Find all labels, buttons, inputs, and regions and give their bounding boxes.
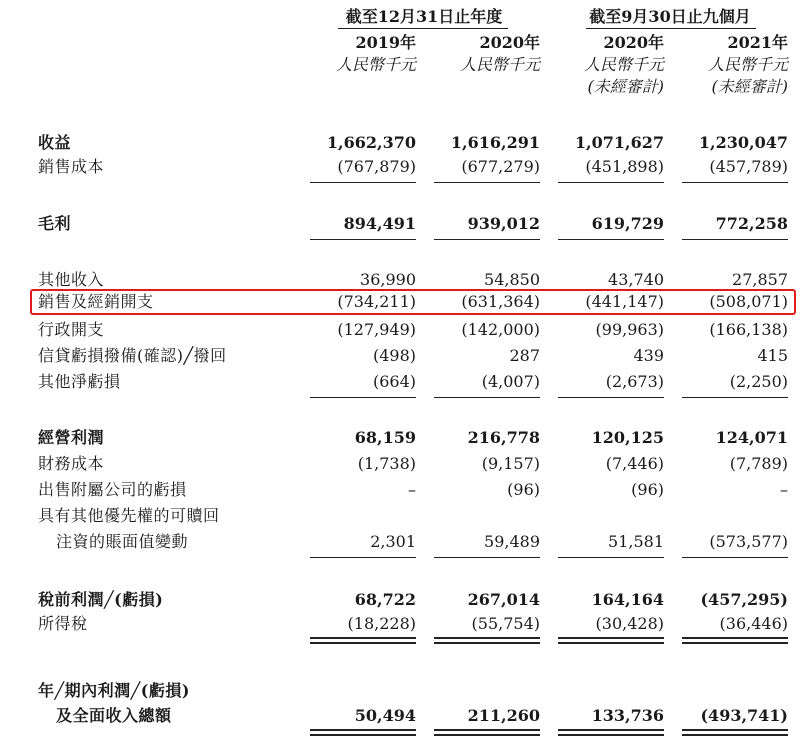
- table-row-profit-before-tax: [0, 588, 810, 612]
- row-value: 120,125: [591, 428, 664, 447]
- row-value: 50,494: [354, 706, 416, 725]
- row-value: (9,157): [481, 454, 540, 473]
- row-value: 51,581: [608, 532, 664, 551]
- row-value: (7,446): [605, 454, 664, 473]
- double-rule: [310, 637, 416, 644]
- row-value: (457,789): [709, 157, 788, 176]
- header-group-fiscal-year-label: 截至12月31日止年度: [345, 7, 503, 26]
- row-label: 信貸虧損撥備(確認)╱撥回: [38, 346, 227, 365]
- row-value: 619,729: [591, 214, 664, 233]
- row-value: 415: [757, 346, 788, 365]
- subtotal-rule: [434, 557, 540, 558]
- table-row-finance-costs: [0, 452, 810, 476]
- subtotal-rule: [310, 397, 416, 398]
- subtotal-rule: [558, 182, 664, 183]
- row-value: (166,138): [709, 320, 788, 339]
- row-value: 43,740: [608, 270, 664, 289]
- row-value: 36,990: [360, 270, 416, 289]
- row-label: 所得稅: [38, 614, 88, 633]
- row-value: (30,428): [595, 614, 664, 633]
- subtotal-rule: [310, 182, 416, 183]
- row-value: (451,898): [585, 157, 664, 176]
- subtotal-rule: [310, 239, 416, 240]
- row-value: (493,741): [700, 706, 788, 725]
- highlight-box: [30, 289, 796, 315]
- table-row-redeemable-label: [0, 504, 810, 528]
- row-value: 59,489: [484, 532, 540, 551]
- row-label: 及全面收入總額: [56, 706, 172, 725]
- row-value: 124,071: [715, 428, 788, 447]
- table-row-revenue: [0, 131, 810, 155]
- row-value: (36,446): [719, 614, 788, 633]
- table-row-redeemable-change: [0, 530, 810, 554]
- row-value: 1,071,627: [574, 133, 664, 152]
- table-row-other-net-loss: [0, 370, 810, 394]
- row-value: 772,258: [715, 214, 788, 233]
- row-value: 54,850: [484, 270, 540, 289]
- column-audit-note: (未經審計): [587, 77, 664, 96]
- row-value: (96): [507, 480, 540, 499]
- subtotal-rule: [558, 397, 664, 398]
- row-value: (18,228): [347, 614, 416, 633]
- column-year: 2020年: [603, 33, 664, 52]
- row-label: 稅前利潤╱(虧損): [38, 590, 164, 609]
- row-value: (96): [631, 480, 664, 499]
- row-value: (734,211): [337, 292, 416, 311]
- row-value: (1,738): [357, 454, 416, 473]
- row-label: 注資的賬面值變動: [56, 532, 189, 551]
- subtotal-rule: [682, 239, 788, 240]
- row-label: 其他淨虧損: [38, 372, 121, 391]
- table-row-income-tax: [0, 612, 810, 636]
- table-row-operating-profit: [0, 426, 810, 450]
- column-currency: 人民幣千元: [335, 55, 416, 74]
- row-label: 財務成本: [38, 454, 105, 473]
- row-value: (767,879): [337, 157, 416, 176]
- table-row-disposal-loss: [0, 478, 810, 502]
- double-rule: [558, 637, 664, 644]
- double-rule: [434, 637, 540, 644]
- row-value: (677,279): [461, 157, 540, 176]
- subtotal-rule: [682, 557, 788, 558]
- row-label: 銷售成本: [38, 157, 105, 176]
- row-value: (127,949): [337, 320, 416, 339]
- row-value: 1,662,370: [326, 133, 416, 152]
- column-header: [428, 32, 540, 76]
- row-value: 216,778: [467, 428, 540, 447]
- column-header: [676, 32, 788, 98]
- row-label: 具有其他優先權的可贖回: [38, 506, 220, 525]
- column-audit-note: (未經審計): [711, 77, 788, 96]
- column-header: [552, 32, 664, 98]
- subtotal-rule: [558, 239, 664, 240]
- row-value: 894,491: [343, 214, 416, 233]
- column-year: 2020年: [479, 33, 540, 52]
- row-label: 銷售及經銷開支: [38, 292, 154, 311]
- row-value: 211,260: [467, 706, 540, 725]
- subtotal-rule: [434, 182, 540, 183]
- row-value: (7,789): [729, 454, 788, 473]
- row-value: (2,250): [729, 372, 788, 391]
- row-value: (55,754): [471, 614, 540, 633]
- row-label: 經營利潤: [38, 428, 105, 447]
- double-rule: [310, 729, 416, 736]
- column-currency: 人民幣千元: [583, 55, 664, 74]
- header-group-nine-months: [578, 4, 762, 27]
- row-value: (664): [372, 372, 416, 391]
- table-row-total-comprehensive-income: [0, 704, 810, 728]
- column-currency: 人民幣千元: [707, 55, 788, 74]
- row-value: 133,736: [591, 706, 664, 725]
- header-group-fiscal-year: [338, 4, 510, 27]
- row-value: 287: [509, 346, 540, 365]
- table-row-period-profit-label: [0, 679, 810, 703]
- column-header: [304, 32, 416, 76]
- row-value: (441,147): [585, 292, 664, 311]
- subtotal-rule: [434, 239, 540, 240]
- header-group-nine-months-label: 截至9月30日止九個月: [589, 7, 751, 26]
- row-value: (99,963): [595, 320, 664, 339]
- header-group-underline: [338, 28, 508, 29]
- row-value: 267,014: [467, 590, 540, 609]
- row-value: 1,616,291: [450, 133, 540, 152]
- row-label: 行政開支: [38, 320, 105, 339]
- table-row-gross-profit: [0, 212, 810, 236]
- row-label: 出售附屬公司的虧損: [38, 480, 187, 499]
- subtotal-rule: [310, 557, 416, 558]
- double-rule: [434, 729, 540, 736]
- row-value: 1,230,047: [698, 133, 788, 152]
- row-value: –: [408, 480, 416, 499]
- row-value: (142,000): [461, 320, 540, 339]
- subtotal-rule: [434, 397, 540, 398]
- row-value: 2,301: [370, 532, 416, 551]
- row-value: (457,295): [700, 590, 788, 609]
- header-group-underline: [586, 28, 756, 29]
- double-rule: [682, 729, 788, 736]
- double-rule: [682, 637, 788, 644]
- column-currency: 人民幣千元: [459, 55, 540, 74]
- row-label: 其他收入: [38, 270, 105, 289]
- row-value: (498): [372, 346, 416, 365]
- row-value: (508,071): [709, 292, 788, 311]
- column-year: 2019年: [355, 33, 416, 52]
- table-row-admin-expenses: [0, 318, 810, 342]
- row-label: 年╱期內利潤╱(虧損): [38, 681, 190, 700]
- row-value: 439: [633, 346, 664, 365]
- row-value: 68,722: [354, 590, 416, 609]
- row-value: (631,364): [461, 292, 540, 311]
- row-value: (4,007): [481, 372, 540, 391]
- double-rule: [558, 729, 664, 736]
- row-value: 27,857: [732, 270, 788, 289]
- table-row-cost-of-sales: [0, 155, 810, 179]
- subtotal-rule: [682, 397, 788, 398]
- subtotal-rule: [558, 557, 664, 558]
- table-row-credit-loss: [0, 344, 810, 368]
- row-label: 毛利: [38, 214, 72, 233]
- row-label: 收益: [38, 133, 72, 152]
- row-value: 164,164: [591, 590, 664, 609]
- row-value: 68,159: [354, 428, 416, 447]
- row-value: (573,577): [709, 532, 788, 551]
- row-value: –: [780, 480, 788, 499]
- column-year: 2021年: [727, 33, 788, 52]
- subtotal-rule: [682, 182, 788, 183]
- row-value: 939,012: [467, 214, 540, 233]
- row-value: (2,673): [605, 372, 664, 391]
